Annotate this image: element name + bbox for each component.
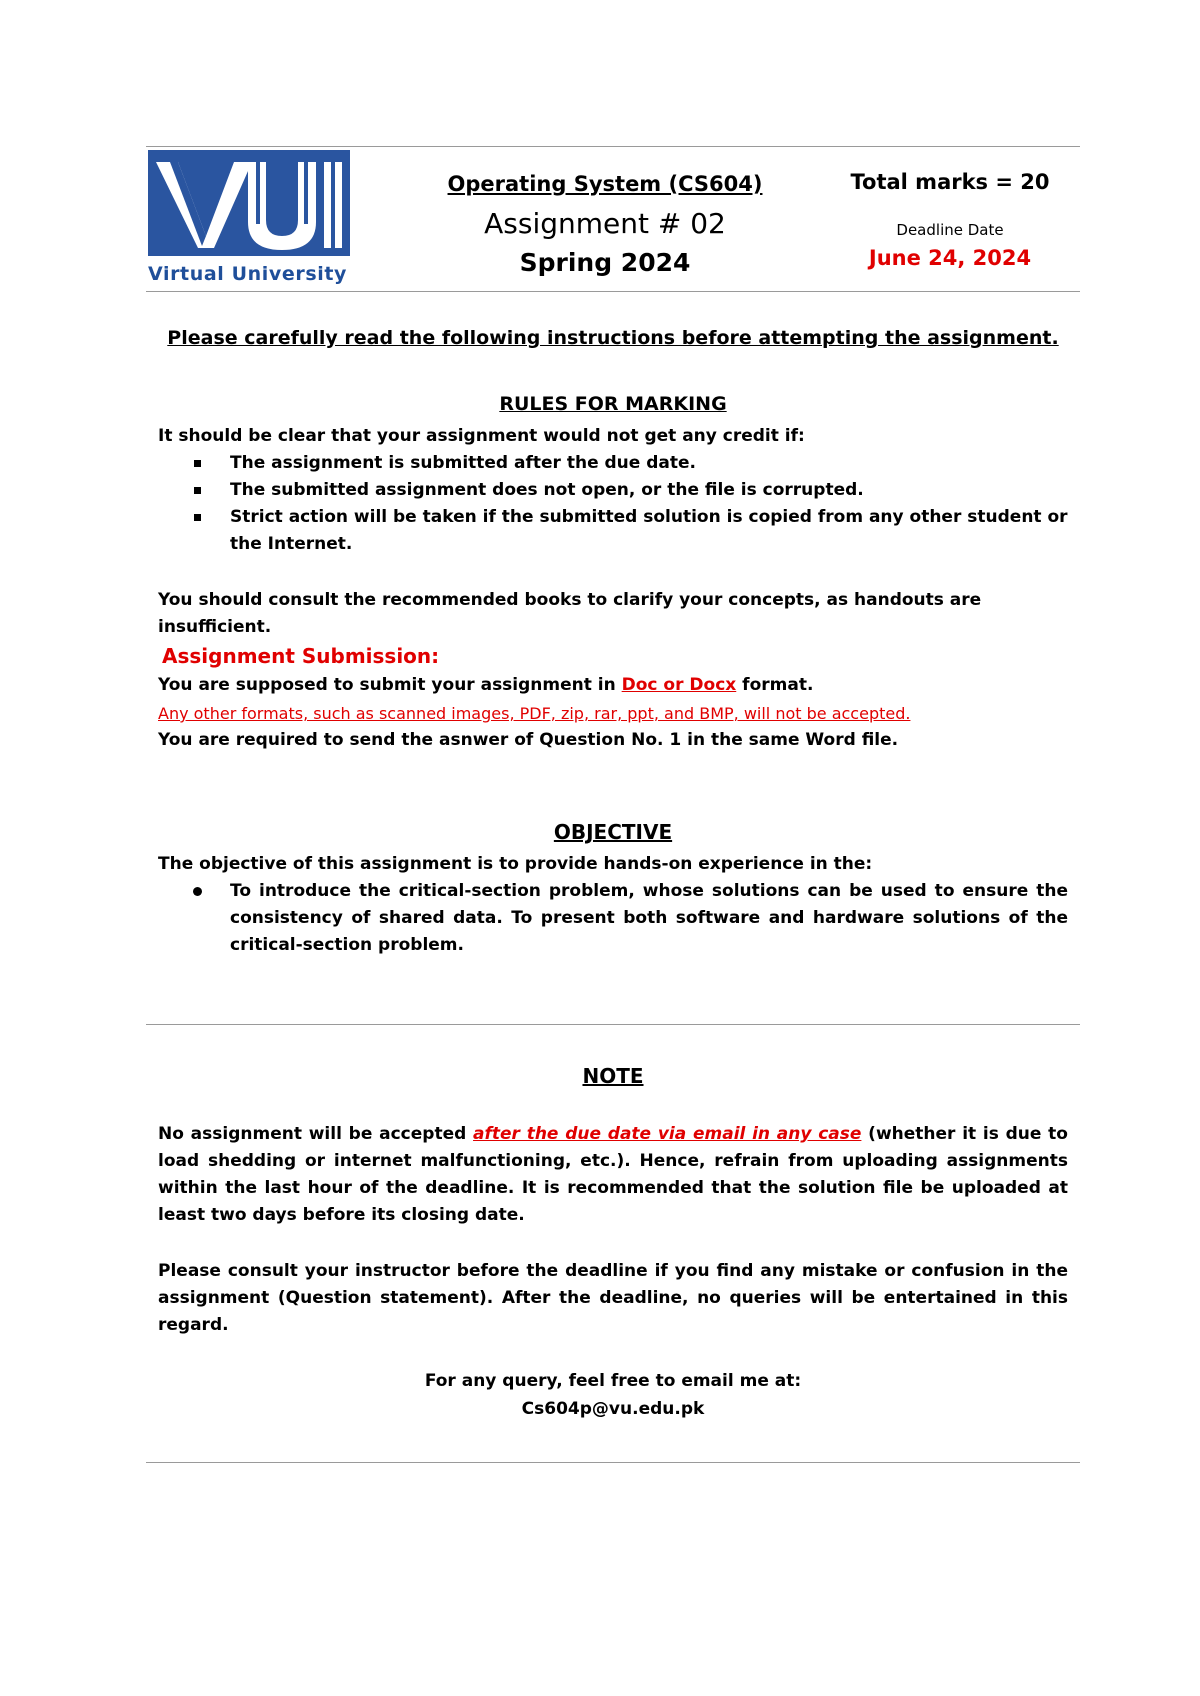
header-top-rule [146, 146, 1080, 147]
rules-list [158, 450, 1068, 558]
format-highlight: Doc or Docx [621, 675, 737, 695]
course-title: Operating System (CS604) [447, 172, 763, 196]
semester: Spring 2024 [519, 248, 691, 277]
note-heading: NOTE [582, 1064, 644, 1088]
list-item: Strict action will be taken if the submitted solution is copied from any other student or the Internet. [158, 504, 1068, 558]
contact-email[interactable]: Cs604p@vu.edu.pk [521, 1399, 705, 1419]
list-item: The assignment is submitted after the due date. [158, 450, 1068, 477]
due-date-emphasis: after the due date via email in any case [473, 1124, 862, 1144]
header-bottom-rule [146, 291, 1080, 292]
list-item: To introduce the critical-section problem, whose solutions can be used to ensure the consistency of shared data. To present both software and hardware solutions of the critical-section problem. [158, 878, 1068, 959]
footer-rule [146, 1462, 1080, 1463]
deadline-label: Deadline Date [896, 221, 1004, 239]
note-paragraph-2: Please consult your instructor before the deadline if you find any mistake or confusion in the assignment (Question statement). After the deadline, no queries will be entertained in this regard. [158, 1261, 1068, 1335]
submission-heading: Assignment Submission: [162, 644, 440, 668]
assignment-number: Assignment # 02 [484, 207, 726, 240]
note-paragraph-1: No assignment will be accepted after the due date via email in any case (whether it is due to load shedding or internet malfunctioning, etc.). Hence, refrain from uploading assignments within the last hour of the deadline. It is recommended that the solution file be uploaded at least two days before its closing date. [158, 1124, 1068, 1225]
total-marks: Total marks = 20 [850, 170, 1050, 194]
objective-list [158, 878, 1068, 959]
vu-logo [148, 150, 350, 256]
consult-note: You should consult the recommended books to clarify your concepts, as handouts are insufficient. [158, 590, 982, 637]
contact-line: For any query, feel free to email me at: [424, 1371, 802, 1391]
logo-caption: Virtual University [148, 263, 348, 285]
instructions-heading: Please carefully read the following instructions before attempting the assignment. [167, 327, 1059, 349]
submission-warning: Any other formats, such as scanned images, PDF, zip, rar, ppt, and BMP, will not be accepted. [158, 704, 911, 723]
objective-heading: OBJECTIVE [553, 820, 673, 844]
submission-format-line: You are supposed to submit your assignment in Doc or Docx format. [158, 675, 814, 695]
square-bullet-icon [194, 460, 201, 467]
section-rule [146, 1024, 1080, 1025]
rules-intro: It should be clear that your assignment would not get any credit if: [158, 426, 805, 446]
round-bullet-icon [193, 887, 202, 896]
list-item: The submitted assignment does not open, or the file is corrupted. [158, 477, 1068, 504]
rules-heading: RULES FOR MARKING [499, 393, 727, 415]
square-bullet-icon [194, 514, 201, 521]
square-bullet-icon [194, 487, 201, 494]
deadline-date: June 24, 2024 [868, 246, 1032, 270]
submission-word-file: You are required to send the asnwer of Question No. 1 in the same Word file. [158, 730, 899, 750]
objective-intro: The objective of this assignment is to provide hands-on experience in the: [158, 854, 873, 874]
